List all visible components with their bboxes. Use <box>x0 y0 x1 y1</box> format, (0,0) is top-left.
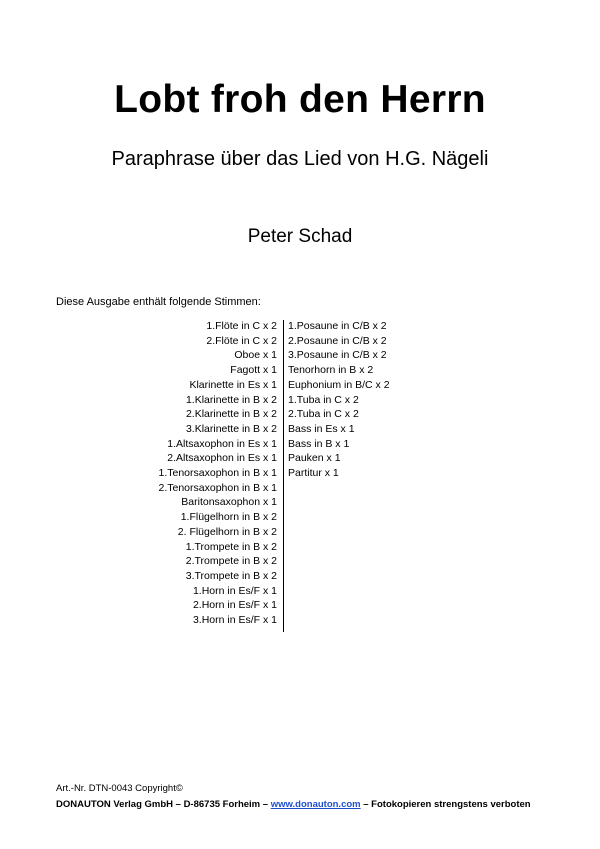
part-item: 1.Klarinette in B x 2 <box>185 393 277 406</box>
part-item: 2.Trompete in B x 2 <box>185 555 277 568</box>
composer-name: Peter Schad <box>247 226 353 247</box>
part-item: Klarinette in Es x 1 <box>189 378 277 391</box>
part-item: 1.Flügelhorn in B x 2 <box>180 511 277 524</box>
part-item: 1.Posaune in C/B x 2 <box>288 320 387 332</box>
part-item: 1.Horn in Es/F x 1 <box>192 584 277 597</box>
part-item: 2.Posaune in C/B x 2 <box>288 334 387 347</box>
publisher-text: DONAUTON Verlag GmbH – D-86735 Forheim – <box>56 799 271 810</box>
part-item: 3.Posaune in C/B x 2 <box>288 349 387 362</box>
part-item: 1.Trompete in B x 2 <box>185 540 277 553</box>
part-item: Tenorhorn in B x 2 <box>288 364 374 377</box>
parts-list-right <box>288 319 488 481</box>
part-item: Pauken x 1 <box>288 452 341 465</box>
part-item: 2.Altsaxophon in Es x 1 <box>167 452 277 465</box>
part-item: 2.Klarinette in B x 2 <box>185 408 277 421</box>
part-item: 3.Klarinette in B x 2 <box>185 422 277 435</box>
copy-notice: – Fotokopieren strengstens verboten <box>360 799 531 810</box>
part-item: 3.Trompete in B x 2 <box>185 569 277 582</box>
part-item: 2.Horn in Es/F x 1 <box>192 599 277 612</box>
parts-list-left <box>100 319 277 628</box>
parts-divider <box>283 320 284 632</box>
part-item: Bass in Es x 1 <box>288 422 355 435</box>
page-title: Lobt froh den Herrn <box>114 78 486 121</box>
part-item: Oboe x 1 <box>234 349 277 362</box>
parts-intro: Diese Ausgabe enthält folgende Stimmen: <box>56 296 261 308</box>
part-item: Euphonium in B/C x 2 <box>288 378 390 391</box>
part-item: 2.Tuba in C x 2 <box>288 408 359 421</box>
publisher-footer <box>56 799 531 810</box>
part-item: 1.Tuba in C x 2 <box>288 393 359 406</box>
part-item: 2.Tenorsaxophon in B x 1 <box>158 481 277 494</box>
part-item: 2. Flügelhorn in B x 2 <box>177 525 277 538</box>
part-item: 1.Flöte in C x 2 <box>206 320 277 332</box>
part-item: Baritonsaxophon x 1 <box>181 496 277 509</box>
publisher-link[interactable]: www.donauton.com <box>270 799 361 810</box>
part-item: Partitur x 1 <box>288 467 339 480</box>
part-item: Bass in B x 1 <box>288 437 350 450</box>
part-item: 3.Horn in Es/F x 1 <box>192 614 277 627</box>
part-item: 1.Tenorsaxophon in B x 1 <box>158 467 277 480</box>
part-item: 2.Flöte in C x 2 <box>206 334 277 347</box>
part-item: Fagott x 1 <box>230 364 277 377</box>
part-item: 1.Altsaxophon in Es x 1 <box>167 437 277 450</box>
page-subtitle: Paraphrase über das Lied von H.G. Nägeli <box>111 148 489 170</box>
article-number: Art.-Nr. DTN-0043 Copyright© <box>56 783 183 794</box>
